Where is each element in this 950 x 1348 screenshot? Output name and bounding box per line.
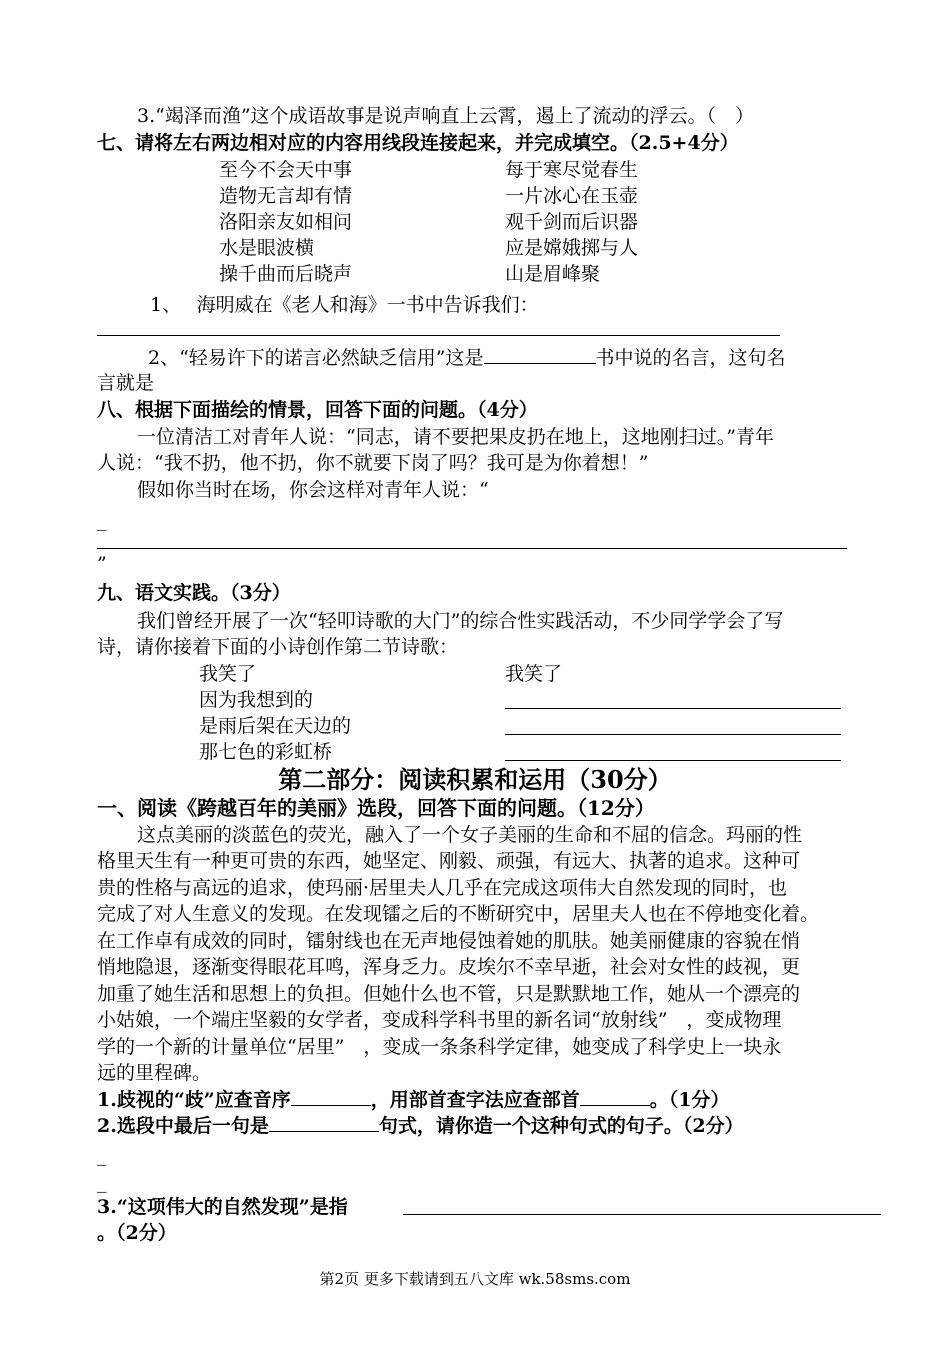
passage-line-6: 悄地隐退，逐渐变得眼花耳鸣，浑身乏力。皮埃尔不幸早逝，社会对女性的歧视，更 bbox=[97, 956, 801, 978]
passage-line-3: 贵的性格与高远的追求，使玛丽·居里夫人几乎在完成这项伟大自然发现的同时，也 bbox=[97, 877, 788, 899]
q8-heading: 八、根据下面描绘的情景，回答下面的问题。（4分） bbox=[97, 399, 538, 421]
q6-item3: 3.“竭泽而渔”这个成语故事是说声响直上云霄，遏上了流动的浮云。（ ） bbox=[137, 105, 755, 127]
q7-fill2-cont: 言就是 bbox=[97, 372, 155, 394]
q9-poem-line-1: 我笑了 bbox=[199, 663, 257, 685]
q7-left-3: 洛阳亲友如相问 bbox=[219, 211, 353, 233]
q7-left-1: 至今不会天中事 bbox=[219, 159, 353, 181]
q7-fill1-answer-line[interactable] bbox=[97, 335, 780, 336]
q9-poem-answer-line-2[interactable] bbox=[505, 734, 841, 735]
q9-poem-line-3: 是雨后架在天边的 bbox=[199, 715, 352, 737]
part2-q1-heading: 一、阅读《跨越百年的美丽》选段，回答下面的问题。（12分） bbox=[97, 796, 655, 820]
q9-poem-answer-line-1[interactable] bbox=[505, 708, 841, 709]
passage-line-2: 格里天生有一种更可贵的东西，她坚定、刚毅、顽强，有远大、执著的追求。这种可 bbox=[97, 850, 801, 872]
q9-heading: 九、语文实践。（3分） bbox=[97, 582, 291, 604]
passage-line-1: 这点美丽的淡蓝色的荧光，融入了一个女子美丽的生命和不屈的信念。玛丽的性 bbox=[137, 824, 803, 846]
q2-text-b: 句式，请你造一个这种句式的句子。（2分） bbox=[378, 1115, 744, 1137]
q2-dash-2: _ bbox=[97, 1171, 107, 1193]
q3-answer-line[interactable] bbox=[403, 1214, 881, 1215]
q7-left-5: 操千曲而后晓声 bbox=[219, 263, 353, 285]
q1-text-b: ，用部首查字法应查部首 bbox=[370, 1089, 580, 1111]
q8-para3: 假如你当时在场，你会这样对青年人说：“ bbox=[137, 479, 489, 501]
part2-question-2 bbox=[97, 1113, 744, 1138]
q7-right-2: 一片冰心在玉壶 bbox=[505, 185, 639, 207]
passage-line-5: 在工作卓有成效的同时，镭射线也在无声地侵蚀着她的肌肤。她美丽健康的容貌在悄 bbox=[97, 930, 801, 952]
q7-left-4: 水是眼波横 bbox=[219, 237, 315, 259]
q3-tail: 。（2分） bbox=[97, 1222, 177, 1244]
passage-line-9: 学的一个新的计量单位“居里” ，变成一条条科学定律，她变成了科学史上一块永 bbox=[97, 1036, 782, 1058]
q1-text-c: 。（1分） bbox=[649, 1089, 730, 1111]
q1-bushou-blank[interactable] bbox=[580, 1087, 650, 1106]
passage-line-4: 完成了对人生意义的发现。在发现镭之后的不断研究中，居里夫人也在不停地变化着。 bbox=[97, 903, 820, 925]
q8-para2: 人说：“我不扔，他不扔，你不就要下岗了吗？我可是为你着想！” bbox=[97, 452, 649, 474]
q7-right-4: 应是嫦娥掷与人 bbox=[505, 237, 639, 259]
q9-poem-line-4: 那七色的彩虹桥 bbox=[199, 741, 333, 763]
q2-text-a: 2.选段中最后一句是 bbox=[97, 1115, 269, 1137]
q9-poem-right-1: 我笑了 bbox=[505, 663, 563, 685]
passage-line-10: 远的里程碑。 bbox=[97, 1062, 212, 1084]
q7-right-3: 观千剑而后识器 bbox=[505, 211, 639, 233]
q7-fill2-end: 书中说的名言，这句名 bbox=[595, 347, 786, 369]
passage-line-7: 加重了她生活和思想上的负担。但她什么也不管，只是默默地工作，她从一个漂亮的 bbox=[97, 983, 801, 1005]
q7-fill2-book-blank[interactable] bbox=[484, 345, 596, 364]
q7-fill2 bbox=[148, 345, 786, 370]
q8-dash: _ bbox=[97, 509, 107, 531]
q9-poem-line-2: 因为我想到的 bbox=[199, 689, 314, 711]
q7-right-5: 山是眉峰聚 bbox=[505, 263, 601, 285]
q7-fill1: 1、 海明威在《老人和海》一书中告诉我们： bbox=[150, 294, 539, 316]
q2-sentence-type-blank[interactable] bbox=[269, 1113, 379, 1132]
q9-para2: 诗，请你接着下面的小诗创作第二节诗歌： bbox=[97, 636, 459, 658]
q1-yinxu-blank[interactable] bbox=[291, 1087, 371, 1106]
q7-fill2-start: 2、“轻易许下的诺言必然缺乏信用”这是 bbox=[148, 347, 484, 369]
part2-question-1 bbox=[97, 1087, 729, 1112]
passage-line-8: 小姑娘，一个端庄坚毅的女学者，变成科学科书里的新名词“放射线” ，变成物理 bbox=[97, 1009, 782, 1031]
q8-answer-line[interactable] bbox=[97, 548, 847, 549]
q8-para1: 一位清洁工对青年人说：“同志，请不要把果皮扔在地上，这地刚扫过。”青年 bbox=[137, 426, 774, 448]
page-footer: 第2页 更多下载请到五八文库 wk.58sms.com bbox=[319, 1270, 631, 1288]
q9-para1: 我们曾经开展了一次“轻叩诗歌的大门”的综合性实践活动，不少同学学会了写 bbox=[137, 610, 784, 632]
q1-text-a: 1.歧视的“歧”应查音序 bbox=[97, 1089, 291, 1111]
q7-right-1: 每于寒尽觉春生 bbox=[505, 159, 639, 181]
q7-left-2: 造物无言却有情 bbox=[219, 185, 353, 207]
q7-heading: 七、请将左右两边相对应的内容用线段连接起来，并完成填空。（2.5+4分） bbox=[97, 132, 739, 154]
q8-close-quote: ” bbox=[97, 553, 107, 575]
part2-title: 第二部分：阅读积累和运用（30分） bbox=[278, 765, 672, 794]
part2-question-3: 3.“这项伟大的自然发现”是指 bbox=[97, 1196, 348, 1218]
q2-dash-1: _ bbox=[97, 1144, 107, 1166]
q9-poem-answer-line-3[interactable] bbox=[505, 760, 841, 761]
